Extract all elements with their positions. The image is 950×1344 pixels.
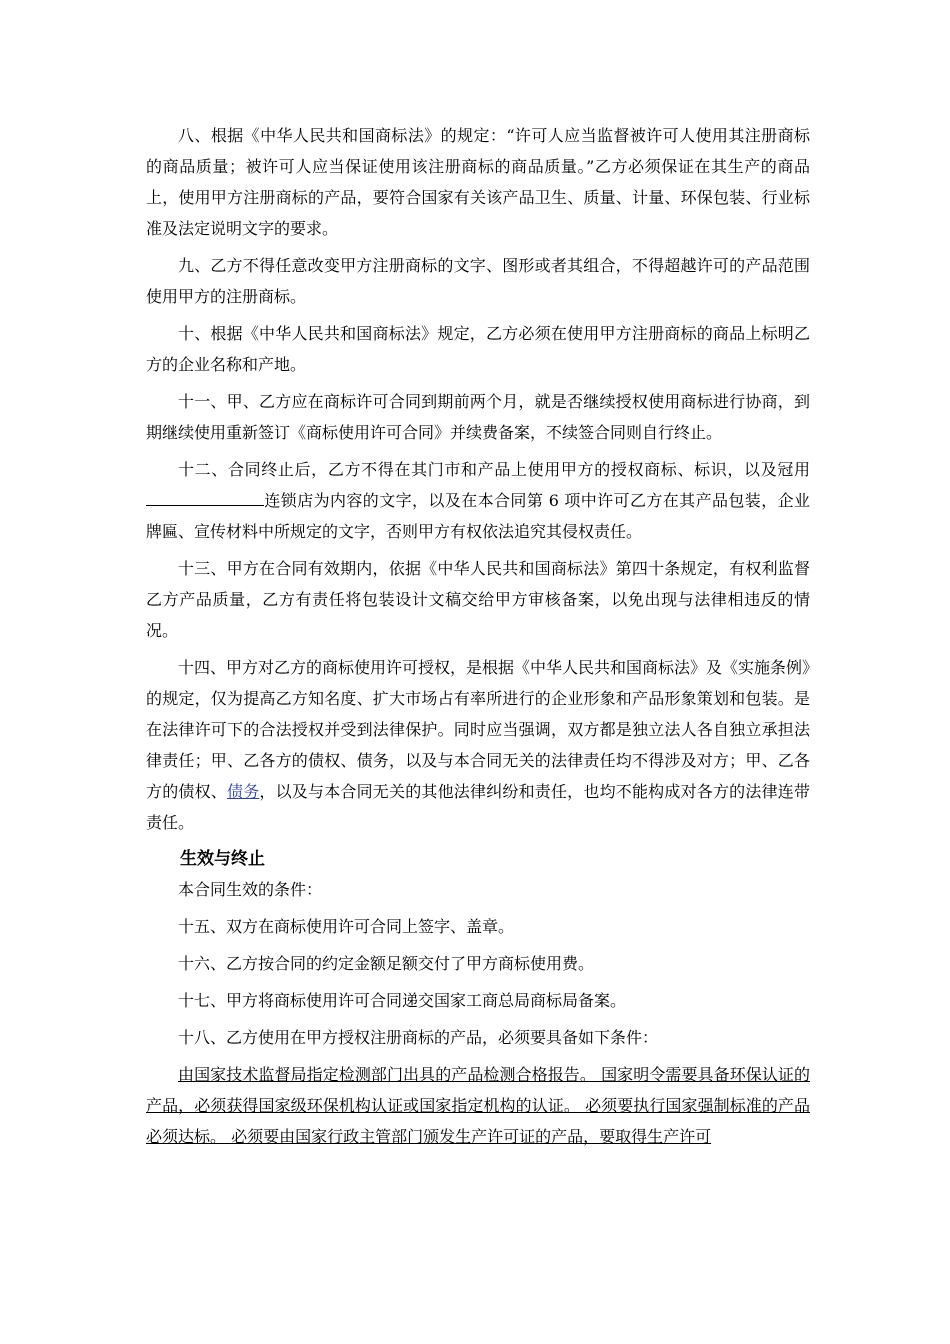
clause-11: 十一、甲、乙方应在商标许可合同到期前两个月，就是否继续授权使用商标进行协商，到期继续使用重新签订《商标使用许可合同》并续费备案，不续签合同则自行终止。 — [146, 392, 810, 442]
clause-14-part-b: ，以及与本合同无关的其他法律纠纷和责任，也均不能构成对各方的法律连带责任。 — [146, 782, 810, 832]
clause-15: 十五、双方在商标使用许可合同上签字、盖章。 — [178, 917, 515, 936]
clause-9: 九、乙方不得任意改变甲方注册商标的文字、图形或者其组合，不得超越许可的产品范围使用甲方的注册商标。 — [146, 256, 810, 306]
clause-14 — [146, 652, 810, 838]
clause-10: 十、根据《中华人民共和国商标法》规定，乙方必须在使用甲方注册商标的商品上标明乙方的企业名称和产地。 — [146, 324, 810, 374]
clause-17: 十七、甲方将商标使用许可合同递交国家工商总局商标局备案。 — [178, 991, 627, 1010]
clause-18-detail: 由国家技术监督局指定检测部门出具的产品检测合格报告。 国家明令需要具备环保认证的产品，必须获得国家级环保机构认证或国家指定机构的认证。 必须要执行国家强制标准的产品必须达标。 必须要由国家行政主管部门颁发生产许可证的产品，要取得生产许可 — [146, 1065, 810, 1146]
clause-12-part-a: 十二、合同终止后，乙方不得在其门市和产品上使用甲方的授权商标、标识，以及冠用 — [178, 460, 810, 479]
clause-16: 十六、乙方按合同的约定金额足额交付了甲方商标使用费。 — [178, 954, 595, 973]
clause-12-part-b: 连锁店为内容的文字，以及在本合同第 6 项中许可乙方在其产品包装，企业牌匾、宣传材料中所规定的文字，否则甲方有权依法追究其侵权责任。 — [146, 491, 810, 541]
clause-8: 八、根据《中华人民共和国商标法》的规定：“许可人应当监督被许可人使用其注册商标的商品质量；被许可人应当保证使用该注册商标的商品质量。”乙方必须保证在其生产的商品上，使用甲方注册商标的产品，要符合国家有关该产品卫生、质量、计量、环保包装、行业标准及法定说明文字的要求。 — [146, 126, 810, 238]
debt-link[interactable]: 债务 — [227, 782, 260, 801]
section-heading: 生效与终止 — [180, 849, 265, 869]
blank-fill-line — [146, 491, 264, 506]
clause-14-part-a: 十四、甲方对乙方的商标使用许可授权，是根据《中华人民共和国商标法》及《实施条例》的规定，仅为提高乙方知名度、扩大市场占有率所进行的企业形象和产品形象策划和包装。是在法律许可下的合法授权并受到法律保护。同时应当强调，双方都是独立法人各自独立承担法律责任；甲、乙各方的债权、债务，以及与本合同无关的法律责任均不得涉及对方；甲、乙各方的债权、 — [146, 658, 811, 801]
clause-13: 十三、甲方在合同有效期内，依据《中华人民共和国商标法》第四十条规定，有权利监督乙方产品质量，乙方有责任将包装设计文稿交给甲方审核备案，以免出现与法律相违反的情况。 — [146, 559, 810, 640]
clause-18: 十八、乙方使用在甲方授权注册商标的产品，必须要具备如下条件： — [178, 1028, 659, 1047]
clause-12 — [146, 454, 810, 547]
conditions-intro: 本合同生效的条件： — [178, 880, 323, 899]
